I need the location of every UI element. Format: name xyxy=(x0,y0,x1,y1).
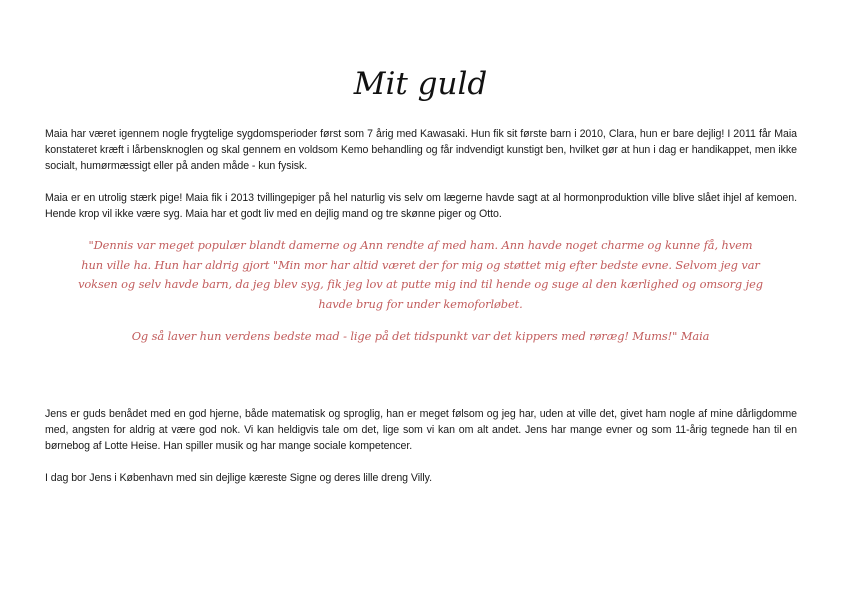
page-title: Mit guld xyxy=(353,66,488,102)
paragraph-maia-strong: Maia er en utrolig stærk pige! Maia fik i 2013 tvillingepiger på hel naturlig vis selv om lægerne havde sagt at al hormonproduktion ville blive slået ihjel af kemoen. Hende krop vil ikke være syg. Maia har et godt liv med en dejlig mand og tre skønne piger og Otto. xyxy=(45,192,797,220)
paragraph-jens-home: I dag bor Jens i København med sin dejlige kæreste Signe og deres lille dreng Villy. xyxy=(45,472,433,484)
quote-maia-mother: "Dennis var meget populær blandt damerne og Ann rendte af med ham. Ann havde noget charme og kunne få, hvem hun ville ha. Hun har aldrig gjort "Min mor har altid været der for mig og støttet mig efter bedste evne. Selvom jeg var voksen og selv havde barn, da jeg blev syg, fik jeg lov at putte mig ind til hende og suge al den kærlighed og omsorg jeg havde brug for under kemoforløbet. xyxy=(78,238,763,311)
paragraph-jens-talents: Jens er guds benådet med en god hjerne, både matematisk og sproglig, han er meget følsom og jeg har, uden at ville det, givet ham nogle af mine dårligdomme med, angsten for aldrig at være god nok. Vi kan heldigvis tale om det, lige som vi kan om alt andet. Jens har mange evner og som 11-årig tegnede han til en børnebog af Lotte Heise. Han spiller musik og har mange sociale kompetencer. xyxy=(45,408,797,452)
quote-maia-food: Og så laver hun verdens bedste mad - lige på det tidspunkt var det kippers med røræg! Mums!" Maia xyxy=(131,329,710,343)
paragraph-maia-illness: Maia har været igennem nogle frygtelige sygdomsperioder først som 7 årig med Kawasaki. Hun fik sit første barn i 2010, Clara, hun er bare dejlig! I 2011 får Maia konstateret kræft i lårbensknoglen og skal gennem en voldsom Kemo behandling og får indvendigt kunstigt ben, hvilket gør at hun i dag er handikappet, men ikke socialt, humørmæssigt eller på anden måde - kun fysisk. xyxy=(45,128,797,172)
